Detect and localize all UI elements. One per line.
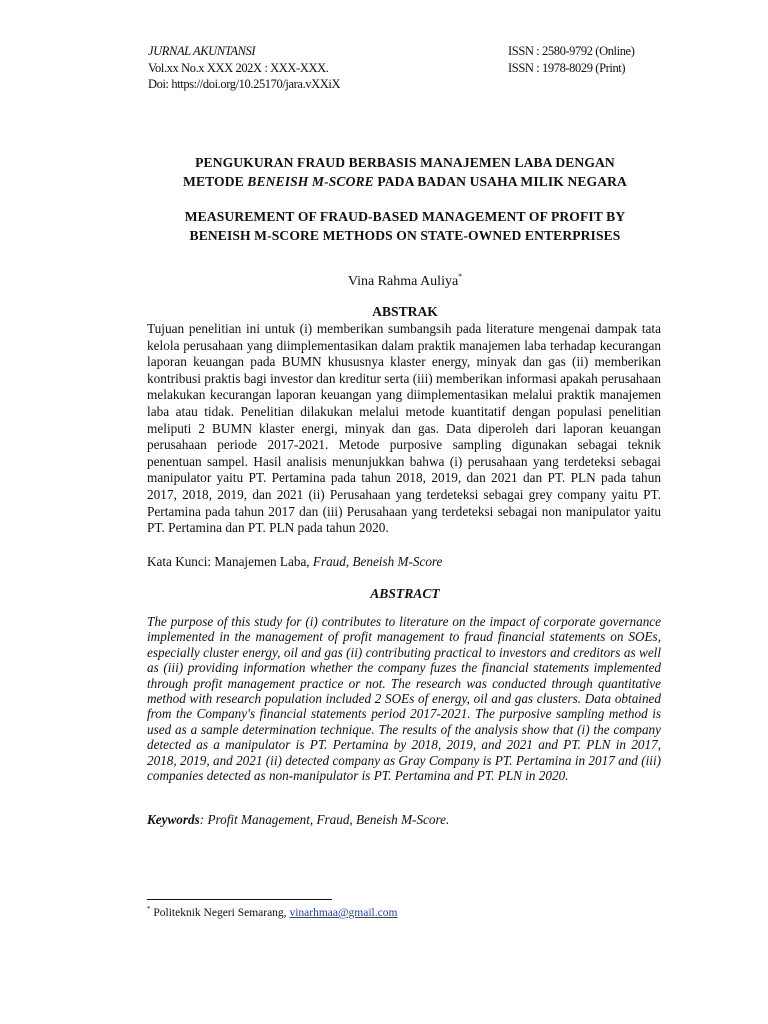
journal-name: JURNAL AKUNTANSI: [148, 44, 256, 58]
doi-link[interactable]: Doi: https://doi.org/10.25170/jara.vXXiX: [148, 77, 341, 91]
footnote-marker: *: [147, 905, 151, 913]
title-id-line2-italic: BENEISH M-SCORE: [247, 174, 374, 189]
footnote-divider: [147, 899, 332, 900]
author-name: Vina Rahma Auliya: [347, 274, 459, 289]
volume-info: Vol.xx No.x XXX 202X : XXX-XXX.: [148, 60, 329, 75]
issn-block: [508, 43, 634, 76]
keywords-text: : Profit Management, Fraud, Beneish M-Score.: [199, 812, 450, 827]
kata-kunci: [147, 554, 442, 570]
title-en-line1: MEASUREMENT OF FRAUD-BASED MANAGEMENT OF PROFIT BY: [184, 209, 626, 224]
title-id-line2: [148, 172, 662, 191]
author-footnote-marker[interactable]: *: [458, 272, 463, 281]
issn-online: ISSN : 2580-9792 (Online): [508, 44, 635, 58]
author-line: [148, 272, 662, 290]
title-english: [148, 207, 662, 245]
kata-kunci-italic: Fraud, Beneish M-Score: [312, 554, 443, 569]
author-email-link[interactable]: vinarhmaa@gmail.com: [289, 907, 398, 919]
title-id-line1: PENGUKURAN FRAUD BERBASIS MANAJEMEN LABA DENGAN: [195, 155, 615, 170]
title-id-line2-pre: METODE: [183, 174, 248, 189]
abstrak-heading: ABSTRAK: [372, 304, 438, 319]
issn-print: ISSN : 1978-8029 (Print): [508, 60, 626, 75]
footnote-affiliation: Politeknik Negeri Semarang,: [150, 907, 290, 919]
kata-kunci-plain: Manajemen Laba,: [214, 554, 313, 569]
kata-kunci-label: Kata Kunci:: [147, 554, 215, 569]
abstract-body: The purpose of this study for (i) contributes to literature on the impact of corporate governance implemented in the management of profit management to fraud financial statements on SOEs, especially cluster energy, oil and gas (ii) contributing practical to investors and creditors as well as (iii) providing information whether the company fuzes the financial statements implemented through profit management practice or not. The research was conducted through quantitative method with research population included 2 SOEs of energy, oil and gas clusters. Data obtained from the Company's financial statements period 2017-2021. The purposive sampling method is used as a sample determination technique. The results of the analysis show that (i) the company detected as a manipulator is PT. Pertamina by 2018, 2019, and 2021 and PT. PLN in 2017, 2018, 2019, and 2021 (ii) detected company as Gray Company is PT. Pertamina in 2017 and (iii) companies detected as non-manipulator is PT. Pertamina and PT. PLN in 2020.: [147, 614, 661, 784]
journal-header: [148, 43, 340, 93]
title-en-line2: BENEISH M-SCORE METHODS ON STATE-OWNED ENTERPRISES: [189, 228, 621, 243]
footnote: [147, 905, 397, 919]
keywords-english: [147, 812, 449, 828]
keywords-label: Keywords: [147, 812, 200, 827]
title-indonesian: [148, 153, 662, 191]
abstrak-body: Tujuan penelitian ini untuk (i) memberikan sumbangsih pada literature mengenai dampak tata kelola perusahaan yang diimplementasikan dalam praktik manajemen laba terhadap kecurangan laporan keuangan pada BUMN khususnya klaster energy, minyak dan gas (ii) memberikan kontribusi praktis bagi investor dan kreditur serta (iii) memberikan informasi apakah perusahaan melakukan kecurangan laporan keuangan yang diimplementasikan melalui praktik manajemen laba atau tidak. Penelitian dilakukan melalui metode kuantitatif dengan populasi penelitian meliputi 2 BUMN klaster energi, minyak dan gas. Data diperoleh dari laporan keuangan perusahaan periode 2017-2021. Metode purposive sampling digunakan sebagai teknik penentuan sampel. Hasil analisis menunjukkan bahwa (i) perusahaan yang terdeteksi sebagai manipulator yaitu PT. Pertamina pada tahun 2018, 2019, dan 2021 dan PT. PLN pada tahun 2017, 2018, 2019, dan 2021 (ii) Perusahaan yang terdeteksi sebagai grey company yaitu PT. Pertamina pada tahun 2017 dan (iii) Perusahaan yang terdeteksi sebagai non manipulator yaitu PT. Pertamina dan PT. PLN pada tahun 2020.: [147, 321, 661, 536]
title-id-line2-post: PADA BADAN USAHA MILIK NEGARA: [373, 174, 627, 189]
abstract-heading: ABSTRACT: [370, 586, 440, 601]
